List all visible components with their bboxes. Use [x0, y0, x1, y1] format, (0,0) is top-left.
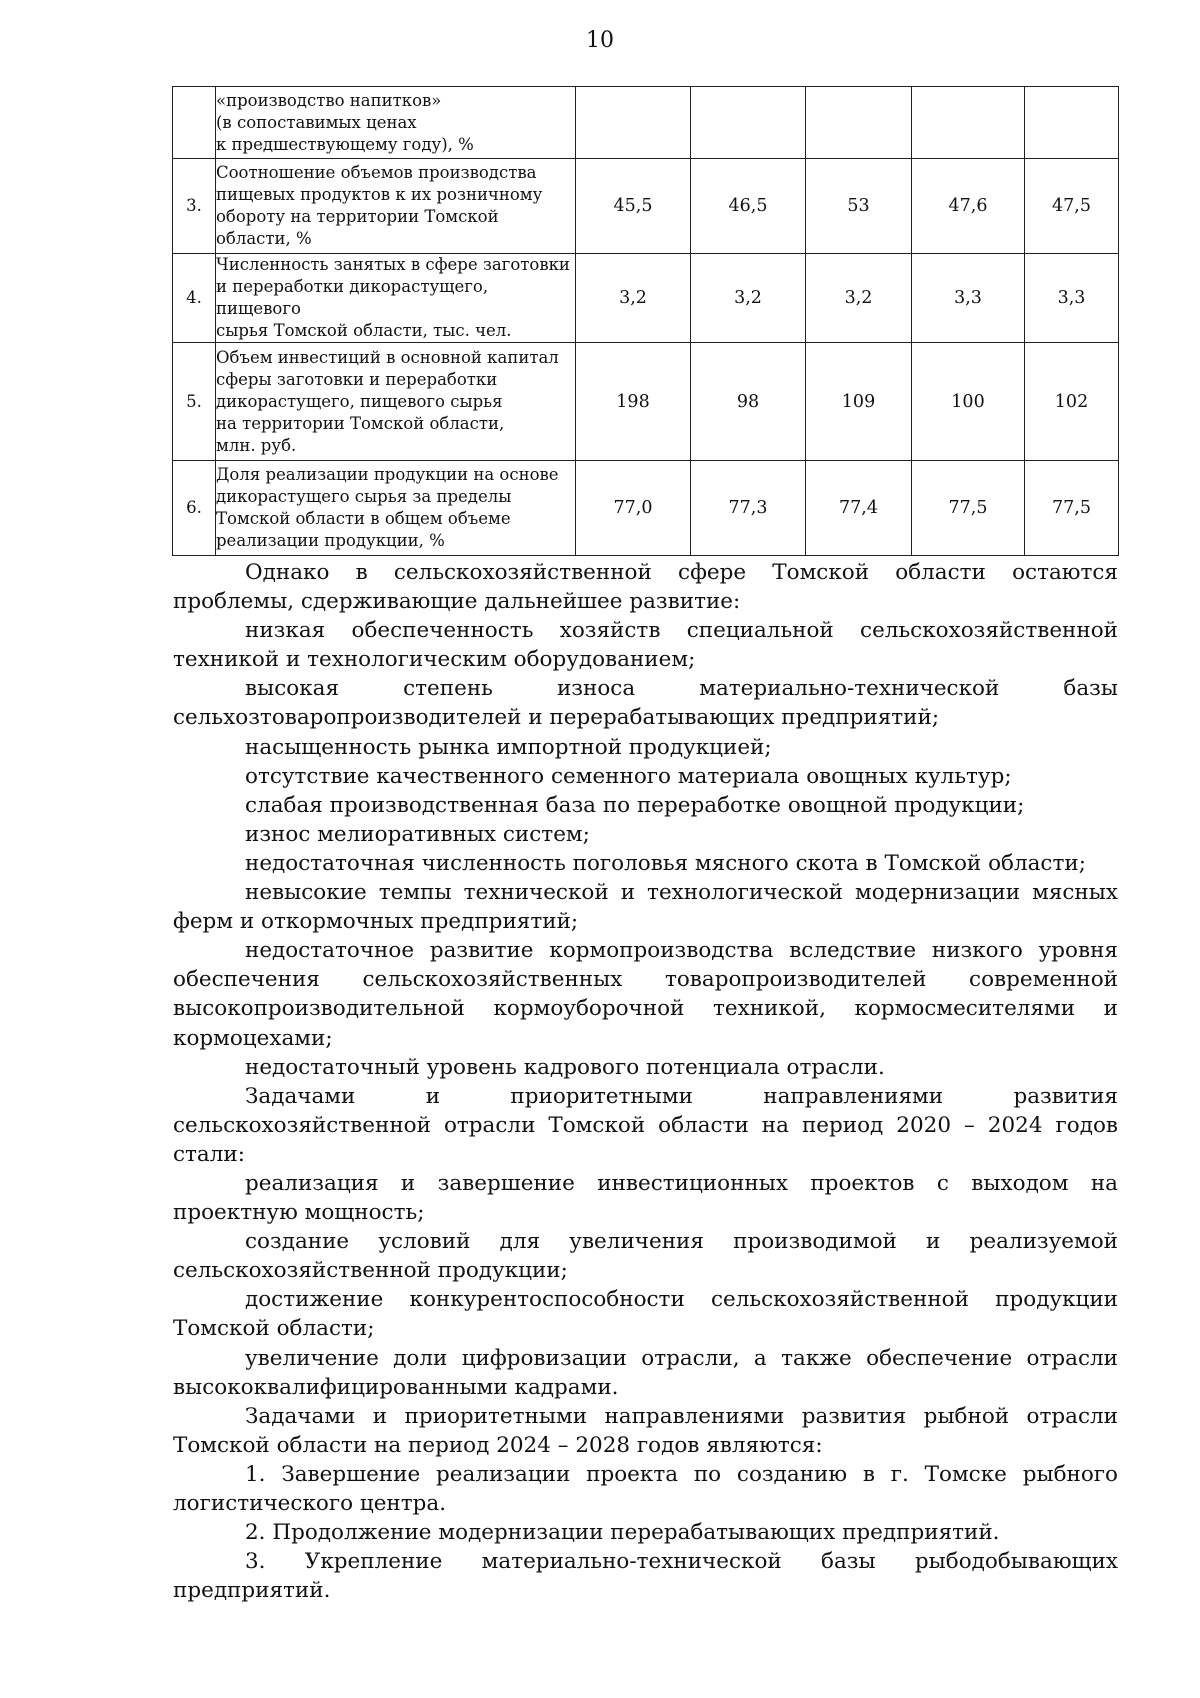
paragraph: Задачами и приоритетными направлениями развития сельскохозяйственной отрасли Томской области на период 2020 – 2024 годов стали: — [173, 1083, 1118, 1167]
indicator-name: Численность занятых в сфере заготовки и переработки дикорастущего, пищевого сырья Томской области, тыс. чел. — [216, 254, 576, 343]
indicator-name: Соотношение объемов производства пищевых продуктов к их розничному обороту на территории Томской области, % — [216, 159, 576, 254]
value-cell: 46,5 — [691, 159, 806, 254]
value-cell: 77,5 — [912, 461, 1025, 556]
value-cell: 47,5 — [1025, 159, 1119, 254]
value-cell: 53 — [806, 159, 912, 254]
value-cell — [806, 87, 912, 159]
paragraph: недостаточный уровень кадрового потенциала отрасли. — [245, 1054, 885, 1080]
value-cell: 3,3 — [912, 254, 1025, 343]
value-cell: 47,6 — [912, 159, 1025, 254]
value-cell — [1025, 87, 1119, 159]
value-cell: 98 — [691, 343, 806, 461]
value-cell — [576, 87, 691, 159]
indicators-table — [172, 86, 1119, 556]
paragraph: Задачами и приоритетными направлениями развития рыбной отрасли Томской области на период 2024 – 2028 годов являются: — [173, 1403, 1118, 1458]
table-row — [173, 343, 1119, 461]
paragraph: отсутствие качественного семенного материала овощных культур; — [245, 763, 1012, 789]
paragraph: достижение конкурентоспособности сельскохозяйственной продукции Томской области; — [173, 1287, 1118, 1342]
row-number — [173, 87, 216, 159]
table-row — [173, 254, 1119, 343]
value-cell: 3,2 — [806, 254, 912, 343]
value-cell — [912, 87, 1025, 159]
value-cell: 45,5 — [576, 159, 691, 254]
value-cell: 3,2 — [691, 254, 806, 343]
table-row — [173, 159, 1119, 254]
value-cell: 77,3 — [691, 461, 806, 556]
value-cell: 3,2 — [576, 254, 691, 343]
page-number: 10 — [586, 28, 614, 53]
paragraph: Однако в сельскохозяйственной сфере Томской области остаются проблемы, сдерживающие дальнейшее развитие: — [173, 560, 1118, 615]
value-cell: 77,0 — [576, 461, 691, 556]
table-row — [173, 87, 1119, 159]
indicator-name: «производство напитков» (в сопоставимых ценах к предшествующему году), % — [216, 87, 576, 159]
paragraph: 3. Укрепление материально-технической базы рыбодобывающих предприятий. — [173, 1549, 1118, 1604]
indicator-name: Объем инвестиций в основной капитал сферы заготовки и переработки дикорастущего, пищевого сырья на территории Томской области, млн. руб. — [216, 343, 576, 461]
value-cell: 77,5 — [1025, 461, 1119, 556]
paragraph: низкая обеспеченность хозяйств специальной сельскохозяйственной техникой и технологическим оборудованием; — [173, 618, 1118, 673]
row-number: 3. — [173, 159, 216, 254]
row-number: 6. — [173, 461, 216, 556]
paragraph: высокая степень износа материально-технической базы сельхозтоваропроизводителей и перерабатывающих предприятий; — [173, 676, 1118, 731]
paragraph: 1. Завершение реализации проекта по созданию в г. Томске рыбного логистического центра. — [173, 1461, 1118, 1516]
indicator-name: Доля реализации продукции на основе дикорастущего сырья за пределы Томской области в общем объеме реализации продукции, % — [216, 461, 576, 556]
paragraph: недостаточная численность поголовья мясного скота в Томской области; — [245, 850, 1086, 876]
value-cell: 100 — [912, 343, 1025, 461]
value-cell: 109 — [806, 343, 912, 461]
paragraph: недостаточное развитие кормопроизводства вследствие низкого уровня обеспечения сельскохозяйственных товаропроизводителей современной высокопроизводительной кормоуборочной техникой, кормосмесителями и кормоцехами; — [173, 938, 1118, 1051]
body-text — [173, 558, 1118, 1605]
paragraph: реализация и завершение инвестиционных проектов с выходом на проектную мощность; — [173, 1170, 1118, 1226]
row-number: 5. — [173, 343, 216, 461]
value-cell — [691, 87, 806, 159]
value-cell: 77,4 — [806, 461, 912, 556]
paragraph: увеличение доли цифровизации отрасли, а также обеспечение отрасли высококвалифицированными кадрами. — [173, 1345, 1118, 1400]
paragraph: невысокие темпы технической и технологической модернизации мясных ферм и откормочных предприятий; — [173, 880, 1118, 935]
paragraph: 2. Продолжение модернизации перерабатывающих предприятий. — [245, 1520, 1000, 1546]
value-cell: 3,3 — [1025, 254, 1119, 343]
paragraph: износ мелиоративных систем; — [245, 821, 590, 847]
paragraph: создание условий для увеличения производимой и реализуемой сельскохозяйственной продукции; — [173, 1229, 1118, 1284]
row-number: 4. — [173, 254, 216, 343]
table-row — [173, 461, 1119, 556]
paragraph: слабая производственная база по переработке овощной продукции; — [245, 792, 1025, 818]
value-cell: 198 — [576, 343, 691, 461]
paragraph: насыщенность рынка импортной продукцией; — [245, 734, 772, 760]
value-cell: 102 — [1025, 343, 1119, 461]
